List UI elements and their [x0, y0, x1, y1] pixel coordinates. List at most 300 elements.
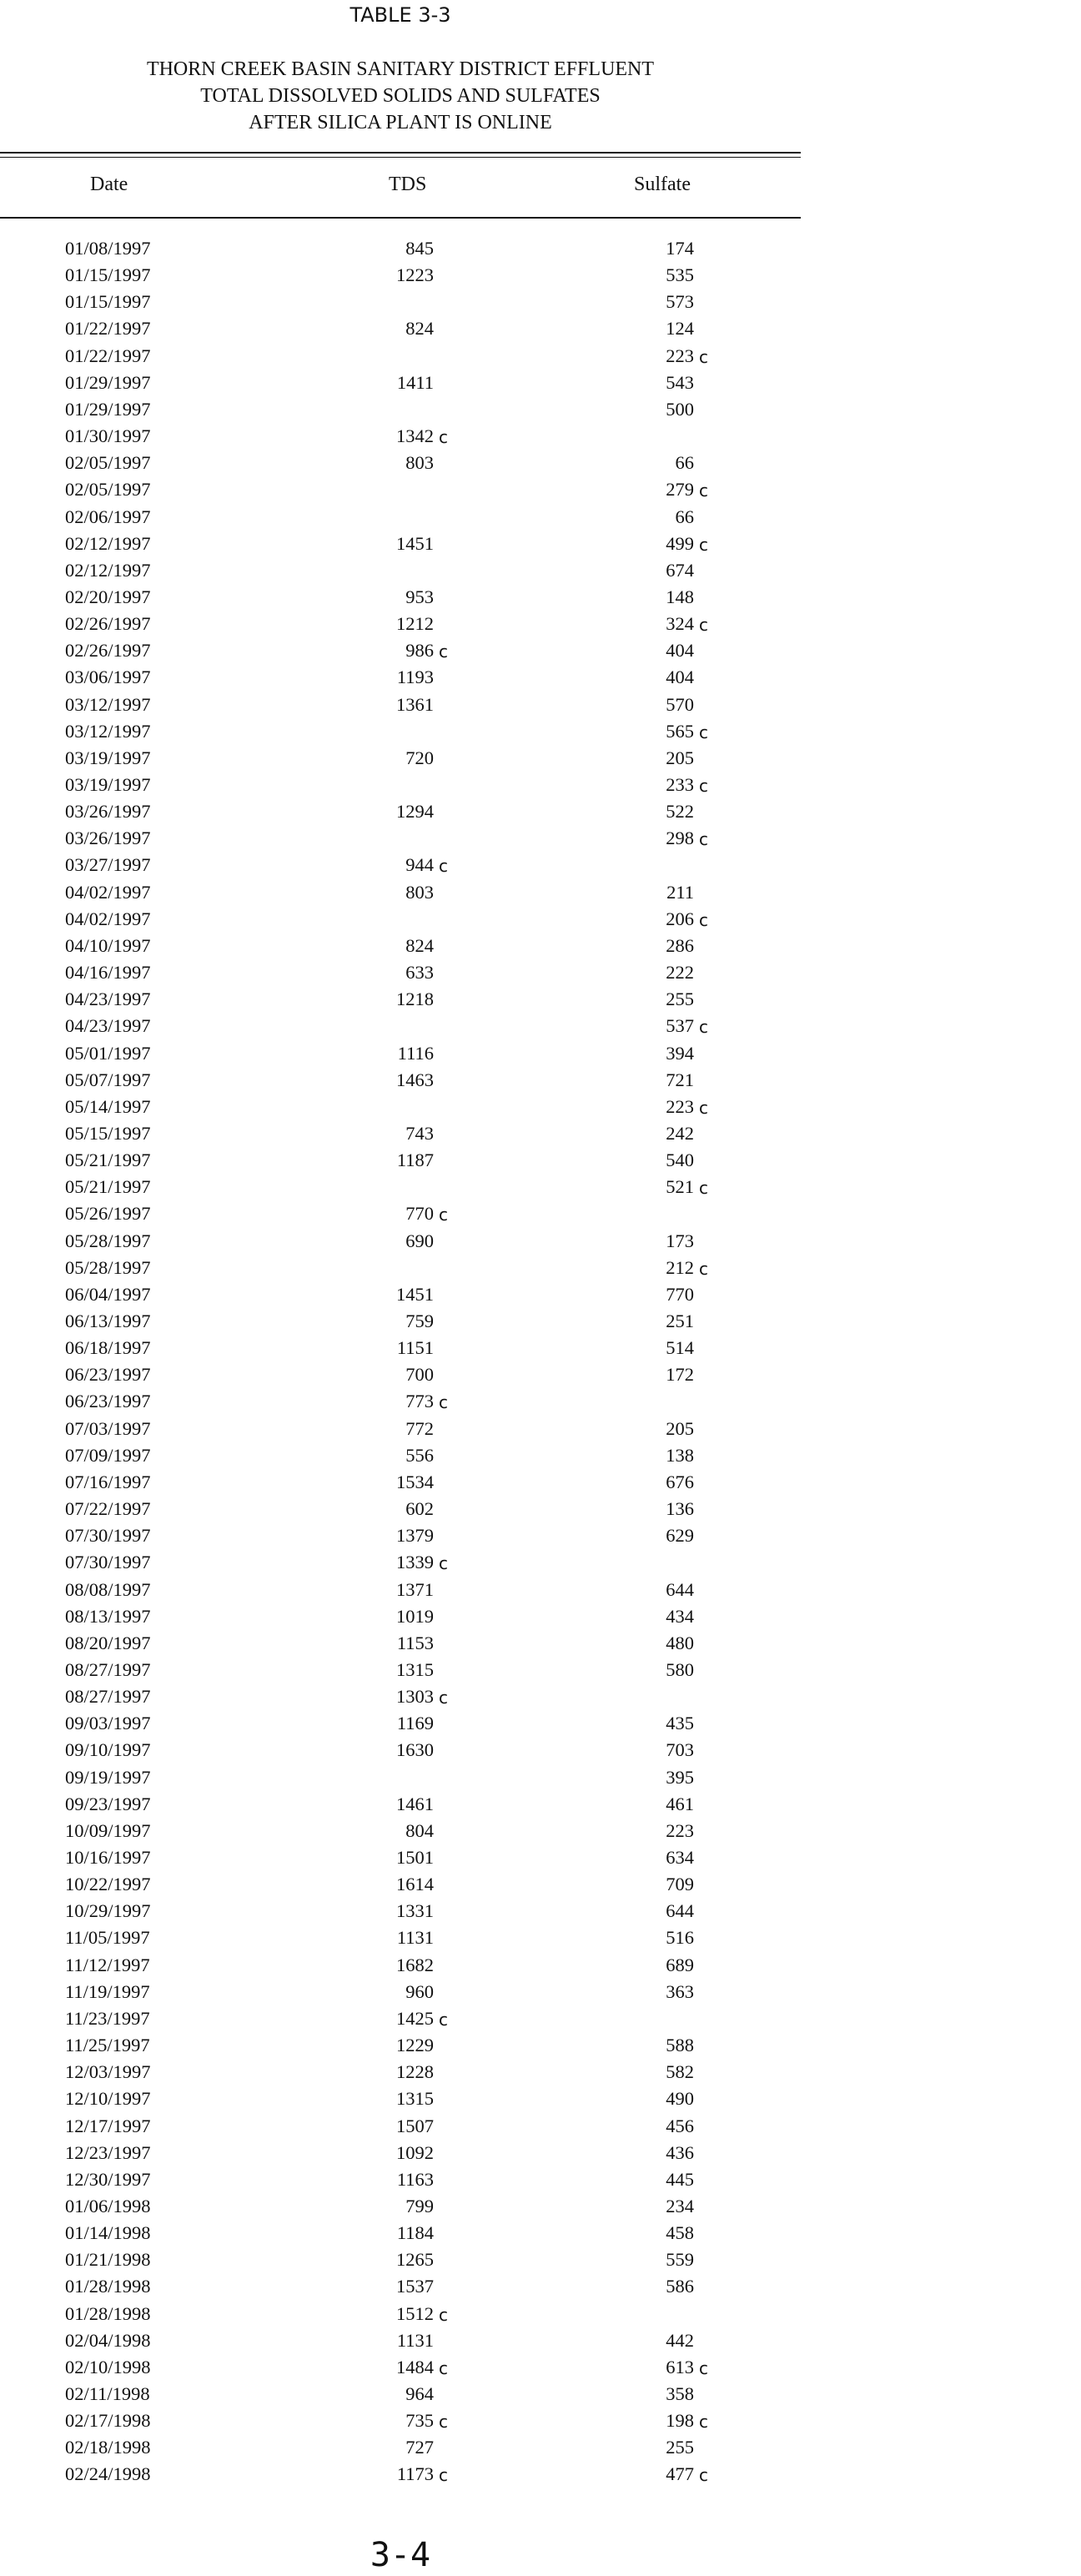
table-row	[0, 718, 801, 745]
cell-sulfate: 456	[666, 2115, 694, 2136]
cell-sulfate: 516	[666, 1927, 694, 1949]
cell-date: 05/21/1997	[65, 1150, 151, 1171]
table-row	[0, 772, 801, 798]
cell-tds: 1294	[396, 801, 434, 823]
header-top-rule-secondary	[0, 157, 801, 158]
cell-date: 02/05/1997	[65, 452, 151, 474]
cell-sulfate: 255	[666, 989, 694, 1010]
table-row	[0, 2273, 801, 2300]
table-row	[0, 986, 801, 1013]
table-row	[0, 879, 801, 906]
cell-date: 08/27/1997	[65, 1658, 151, 1680]
cell-sulfate: 477	[666, 2463, 694, 2485]
cell-tds: 1184	[396, 2222, 434, 2244]
cell-date: 06/18/1997	[65, 1337, 151, 1359]
table-row	[0, 2407, 801, 2434]
page-number: 3-4	[370, 2536, 431, 2574]
table-row	[0, 396, 801, 423]
table-row	[0, 1255, 801, 1281]
cell-sulfate-flag: c	[699, 1258, 708, 1279]
cell-tds: 960	[405, 1980, 434, 2002]
cell-tds-flag: c	[439, 856, 448, 877]
cell-sulfate: 709	[666, 1874, 694, 1895]
cell-date: 02/12/1997	[65, 559, 151, 581]
title-line-3: AFTER SILICA PLANT IS ONLINE	[249, 112, 552, 133]
table-row	[0, 1469, 801, 1496]
cell-tds: 1537	[396, 2276, 434, 2297]
table-row	[0, 1924, 801, 1951]
cell-sulfate: 148	[666, 586, 694, 607]
cell-tds-flag: c	[439, 2009, 448, 2030]
table-row	[0, 2354, 801, 2381]
cell-tds: 1223	[396, 264, 434, 286]
cell-tds: 953	[405, 586, 434, 607]
cell-tds: 804	[405, 1819, 434, 1841]
cell-date: 03/12/1997	[65, 693, 151, 715]
cell-sulfate: 540	[666, 1150, 694, 1171]
cell-sulfate: 66	[675, 506, 694, 527]
cell-sulfate: 442	[666, 2329, 694, 2351]
cell-sulfate: 543	[666, 371, 694, 393]
cell-tds: 1484	[396, 2356, 434, 2377]
cell-sulfate: 570	[666, 693, 694, 715]
cell-tds: 1163	[396, 2168, 434, 2190]
cell-sulfate: 223	[666, 345, 694, 366]
cell-sulfate: 435	[666, 1713, 694, 1734]
cell-date: 11/19/1997	[65, 1980, 150, 2002]
cell-date: 04/23/1997	[65, 1015, 151, 1037]
cell-date: 08/08/1997	[65, 1578, 151, 1600]
cell-sulfate: 404	[666, 667, 694, 688]
table-row	[0, 235, 801, 262]
cell-tds: 803	[405, 452, 434, 474]
table-row	[0, 476, 801, 503]
cell-tds: 1534	[396, 1471, 434, 1492]
cell-date: 10/16/1997	[65, 1847, 151, 1868]
cell-sulfate-flag: c	[699, 346, 708, 367]
cell-tds: 1265	[396, 2249, 434, 2271]
cell-date: 09/03/1997	[65, 1713, 151, 1734]
cell-tds: 1019	[396, 1605, 434, 1627]
table-row	[0, 1683, 801, 1710]
cell-sulfate-flag: c	[699, 534, 708, 555]
cell-tds: 1507	[396, 2115, 434, 2136]
cell-tds: 759	[405, 1311, 434, 1331]
table-row	[0, 1040, 801, 1067]
cell-date: 11/25/1997	[65, 2035, 150, 2056]
cell-date: 05/28/1997	[65, 1230, 151, 1251]
cell-date: 01/21/1998	[65, 2249, 151, 2271]
cell-date: 01/29/1997	[65, 398, 151, 420]
cell-tds: 1173	[396, 2463, 434, 2485]
cell-sulfate: 223	[666, 1095, 694, 1117]
cell-tds: 1411	[396, 371, 434, 393]
table-row	[0, 664, 801, 691]
cell-date: 06/23/1997	[65, 1391, 151, 1412]
cell-tds-flag: c	[439, 1205, 448, 1225]
cell-date: 08/20/1997	[65, 1632, 151, 1653]
cell-date: 03/19/1997	[65, 747, 151, 768]
cell-tds: 1501	[396, 1847, 434, 1868]
cell-sulfate: 521	[666, 1176, 694, 1198]
table-row	[0, 1388, 801, 1415]
cell-date: 05/01/1997	[65, 1042, 151, 1064]
table-row	[0, 1013, 801, 1039]
table-row	[0, 1496, 801, 1522]
cell-date: 08/13/1997	[65, 1605, 151, 1627]
cell-tds: 633	[405, 962, 434, 984]
table-row	[0, 531, 801, 557]
table-row	[0, 825, 801, 852]
table-label: TABLE 3-3	[349, 3, 451, 27]
table-row	[0, 2166, 801, 2193]
cell-sulfate: 588	[666, 2035, 694, 2056]
cell-tds: 1614	[396, 1874, 434, 1895]
table-row	[0, 2113, 801, 2140]
cell-tds: 944	[405, 854, 434, 876]
cell-date: 01/22/1997	[65, 345, 151, 366]
table-row	[0, 611, 801, 637]
table-row	[0, 289, 801, 315]
cell-date: 11/23/1997	[65, 2007, 150, 2029]
cell-date: 06/23/1997	[65, 1364, 151, 1386]
cell-tds: 1153	[396, 1632, 434, 1653]
table-row	[0, 2032, 801, 2059]
cell-date: 01/28/1998	[65, 2302, 151, 2324]
cell-tds: 770	[405, 1203, 434, 1225]
cell-sulfate: 634	[666, 1847, 694, 1868]
cell-sulfate-flag: c	[699, 776, 708, 796]
cell-tds: 1463	[396, 1069, 434, 1090]
cell-tds: 799	[405, 2195, 434, 2216]
cell-date: 03/26/1997	[65, 828, 151, 849]
table-row	[0, 1710, 801, 1737]
cell-tds: 1425	[396, 2007, 434, 2029]
table-row	[0, 1630, 801, 1657]
table-row	[0, 2059, 801, 2085]
cell-sulfate: 573	[666, 291, 694, 313]
table-row	[0, 1174, 801, 1200]
cell-date: 07/09/1997	[65, 1444, 151, 1466]
cell-sulfate-flag: c	[699, 2412, 708, 2433]
cell-sulfate: 234	[666, 2195, 694, 2216]
table-row	[0, 1979, 801, 2005]
cell-sulfate: 461	[666, 1793, 694, 1814]
cell-tds: 1361	[396, 693, 434, 715]
cell-tds-flag: c	[439, 641, 448, 662]
cell-date: 02/04/1998	[65, 2329, 151, 2351]
cell-sulfate: 629	[666, 1525, 694, 1547]
cell-sulfate: 242	[666, 1122, 694, 1144]
table-row	[0, 450, 801, 476]
cell-sulfate-flag: c	[699, 722, 708, 742]
cell-sulfate-flag: c	[699, 480, 708, 501]
cell-sulfate: 565	[666, 720, 694, 742]
table-row	[0, 906, 801, 933]
cell-tds: 700	[405, 1364, 434, 1386]
cell-sulfate: 233	[666, 774, 694, 795]
cell-date: 01/22/1997	[65, 318, 151, 340]
cell-sulfate: 644	[666, 1578, 694, 1600]
cell-tds: 1218	[396, 989, 434, 1010]
cell-sulfate: 499	[666, 532, 694, 554]
cell-tds: 772	[405, 1417, 434, 1439]
cell-tds: 1116	[397, 1042, 434, 1064]
cell-tds: 1342	[396, 425, 434, 447]
table-row	[0, 1603, 801, 1630]
cell-tds: 1451	[396, 532, 434, 554]
table-row	[0, 1416, 801, 1442]
cell-sulfate: 458	[666, 2222, 694, 2244]
cell-tds: 824	[405, 318, 434, 340]
cell-sulfate: 582	[666, 2061, 694, 2083]
cell-date: 01/30/1997	[65, 425, 151, 447]
cell-sulfate: 559	[666, 2249, 694, 2271]
cell-date: 03/06/1997	[65, 667, 151, 688]
table-row	[0, 343, 801, 370]
cell-tds: 1229	[396, 2035, 434, 2056]
table-row	[0, 2434, 801, 2461]
cell-sulfate: 703	[666, 1739, 694, 1761]
cell-date: 08/27/1997	[65, 1686, 151, 1708]
table-row	[0, 1898, 801, 1924]
table-row	[0, 1791, 801, 1818]
cell-date: 07/22/1997	[65, 1498, 151, 1520]
cell-sulfate: 535	[666, 264, 694, 286]
cell-sulfate: 676	[666, 1471, 694, 1492]
cell-date: 10/09/1997	[65, 1819, 151, 1841]
table-row	[0, 1067, 801, 1094]
title-line-1: THORN CREEK BASIN SANITARY DISTRICT EFFLUENT	[146, 58, 655, 80]
cell-date: 01/28/1998	[65, 2276, 151, 2297]
table-row	[0, 2327, 801, 2354]
cell-tds: 1212	[396, 613, 434, 635]
cell-sulfate: 205	[666, 1417, 694, 1439]
table-row	[0, 1522, 801, 1549]
cell-date: 10/22/1997	[65, 1874, 151, 1895]
cell-sulfate: 514	[666, 1337, 694, 1359]
cell-date: 02/26/1997	[65, 613, 151, 635]
cell-tds: 743	[405, 1122, 434, 1144]
cell-sulfate: 721	[666, 1069, 694, 1090]
cell-sulfate: 580	[666, 1658, 694, 1680]
cell-sulfate: 537	[666, 1015, 694, 1037]
cell-date: 12/10/1997	[65, 2088, 151, 2110]
table-row	[0, 852, 801, 878]
table-row	[0, 557, 801, 584]
cell-date: 02/11/1998	[65, 2383, 150, 2404]
cell-date: 02/05/1997	[65, 479, 151, 501]
cell-sulfate: 66	[675, 452, 694, 474]
cell-date: 06/13/1997	[65, 1311, 151, 1331]
cell-sulfate: 286	[666, 934, 694, 956]
cell-date: 02/24/1998	[65, 2463, 151, 2485]
cell-sulfate-flag: c	[699, 1097, 708, 1118]
cell-tds-flag: c	[439, 1392, 448, 1413]
cell-tds: 727	[405, 2437, 434, 2458]
table-row	[0, 2005, 801, 2032]
cell-date: 04/23/1997	[65, 989, 151, 1010]
cell-tds: 690	[405, 1230, 434, 1251]
table-row	[0, 504, 801, 531]
cell-sulfate: 173	[666, 1230, 694, 1251]
cell-tds: 845	[405, 238, 434, 259]
table-row	[0, 1764, 801, 1791]
cell-sulfate: 394	[666, 1042, 694, 1064]
title-line-2: TOTAL DISSOLVED SOLIDS AND SULFATES	[200, 85, 601, 107]
cell-date: 02/12/1997	[65, 532, 151, 554]
cell-tds-flag: c	[439, 2357, 448, 2378]
cell-tds: 773	[405, 1391, 434, 1412]
cell-date: 07/30/1997	[65, 1525, 151, 1547]
table-row	[0, 2085, 801, 2112]
cell-date: 07/03/1997	[65, 1417, 151, 1439]
table-row	[0, 423, 801, 450]
cell-date: 05/14/1997	[65, 1095, 151, 1117]
cell-tds: 803	[405, 881, 434, 903]
cell-sulfate: 136	[666, 1498, 694, 1520]
cell-date: 12/30/1997	[65, 2168, 151, 2190]
cell-sulfate: 124	[666, 318, 694, 340]
cell-sulfate: 324	[666, 613, 694, 635]
cell-tds: 602	[405, 1498, 434, 1520]
cell-date: 03/19/1997	[65, 774, 151, 795]
cell-sulfate: 251	[666, 1311, 694, 1331]
cell-tds: 735	[405, 2410, 434, 2432]
table-row	[0, 1657, 801, 1683]
cell-tds-flag: c	[439, 2465, 448, 2486]
cell-date: 09/23/1997	[65, 1793, 151, 1814]
cell-tds: 556	[405, 1444, 434, 1466]
cell-sulfate: 490	[666, 2088, 694, 2110]
cell-date: 04/10/1997	[65, 934, 151, 956]
table-row	[0, 1361, 801, 1388]
cell-sulfate-flag: c	[699, 2465, 708, 2486]
cell-date: 05/07/1997	[65, 1069, 151, 1090]
cell-date: 05/15/1997	[65, 1122, 151, 1144]
column-header-tds: TDS	[389, 174, 427, 195]
table-row	[0, 1281, 801, 1308]
cell-sulfate-flag: c	[699, 2357, 708, 2378]
cell-sulfate: 222	[666, 962, 694, 984]
cell-date: 02/20/1997	[65, 586, 151, 607]
cell-date: 05/21/1997	[65, 1176, 151, 1198]
cell-sulfate: 689	[666, 1954, 694, 1975]
cell-date: 12/23/1997	[65, 2141, 151, 2163]
cell-sulfate: 480	[666, 1632, 694, 1653]
header-bottom-rule	[0, 217, 801, 219]
cell-tds: 1379	[396, 1525, 434, 1547]
cell-date: 03/27/1997	[65, 854, 151, 876]
cell-sulfate: 211	[666, 881, 694, 903]
cell-sulfate-flag: c	[699, 615, 708, 636]
table-row	[0, 1147, 801, 1174]
cell-date: 06/04/1997	[65, 1283, 151, 1305]
cell-tds: 1131	[396, 1927, 434, 1949]
cell-sulfate: 586	[666, 2276, 694, 2297]
cell-sulfate: 445	[666, 2168, 694, 2190]
table-row	[0, 1094, 801, 1120]
table-row	[0, 2381, 801, 2407]
table-row	[0, 745, 801, 772]
cell-tds: 1512	[396, 2302, 434, 2324]
table-row	[0, 2461, 801, 2488]
cell-date: 12/17/1997	[65, 2115, 151, 2136]
cell-sulfate: 770	[666, 1283, 694, 1305]
cell-date: 02/17/1998	[65, 2410, 151, 2432]
cell-sulfate: 522	[666, 801, 694, 823]
cell-tds: 1092	[396, 2141, 434, 2163]
cell-tds: 1169	[396, 1713, 434, 1734]
cell-sulfate-flag: c	[699, 909, 708, 930]
cell-tds: 824	[405, 934, 434, 956]
table-row	[0, 584, 801, 611]
cell-tds-flag: c	[439, 1553, 448, 1574]
cell-date: 03/26/1997	[65, 801, 151, 823]
cell-date: 02/18/1998	[65, 2437, 151, 2458]
cell-tds-flag: c	[439, 427, 448, 448]
table-row	[0, 1200, 801, 1227]
cell-sulfate: 404	[666, 640, 694, 662]
cell-tds: 1193	[396, 667, 434, 688]
cell-tds: 1315	[396, 1658, 434, 1680]
cell-sulfate: 279	[666, 479, 694, 501]
table-row	[0, 1871, 801, 1898]
table-row	[0, 1737, 801, 1763]
cell-date: 02/26/1997	[65, 640, 151, 662]
cell-sulfate: 363	[666, 1980, 694, 2002]
cell-date: 04/16/1997	[65, 962, 151, 984]
cell-sulfate-flag: c	[699, 829, 708, 850]
cell-date: 03/12/1997	[65, 720, 151, 742]
table-row	[0, 2301, 801, 2327]
cell-date: 01/08/1997	[65, 238, 151, 259]
table-row	[0, 933, 801, 959]
cell-date: 05/28/1997	[65, 1256, 151, 1278]
cell-sulfate: 205	[666, 747, 694, 768]
cell-sulfate: 358	[666, 2383, 694, 2404]
cell-date: 04/02/1997	[65, 908, 151, 929]
cell-sulfate: 174	[666, 238, 694, 259]
table-row	[0, 262, 801, 289]
table-row	[0, 1335, 801, 1361]
cell-sulfate: 212	[666, 1256, 694, 1278]
table-row	[0, 370, 801, 396]
cell-tds: 1331	[396, 1900, 434, 1922]
table-row	[0, 1549, 801, 1576]
cell-sulfate: 298	[666, 828, 694, 849]
column-header-sulfate: Sulfate	[634, 174, 691, 195]
cell-tds: 1228	[396, 2061, 434, 2083]
cell-sulfate: 198	[666, 2410, 694, 2432]
cell-date: 02/06/1997	[65, 506, 151, 527]
cell-tds: 1451	[396, 1283, 434, 1305]
cell-date: 10/29/1997	[65, 1900, 151, 1922]
cell-sulfate: 206	[666, 908, 694, 929]
cell-sulfate: 223	[666, 1819, 694, 1841]
cell-date: 05/26/1997	[65, 1203, 151, 1225]
cell-sulfate: 613	[666, 2356, 694, 2377]
cell-sulfate-flag: c	[699, 1178, 708, 1199]
table-row	[0, 1818, 801, 1844]
cell-tds: 1151	[396, 1337, 434, 1359]
table-row	[0, 1228, 801, 1255]
cell-sulfate: 434	[666, 1605, 694, 1627]
cell-tds-flag: c	[439, 1688, 448, 1708]
table-row	[0, 798, 801, 825]
table-row	[0, 692, 801, 718]
table-row	[0, 1577, 801, 1603]
